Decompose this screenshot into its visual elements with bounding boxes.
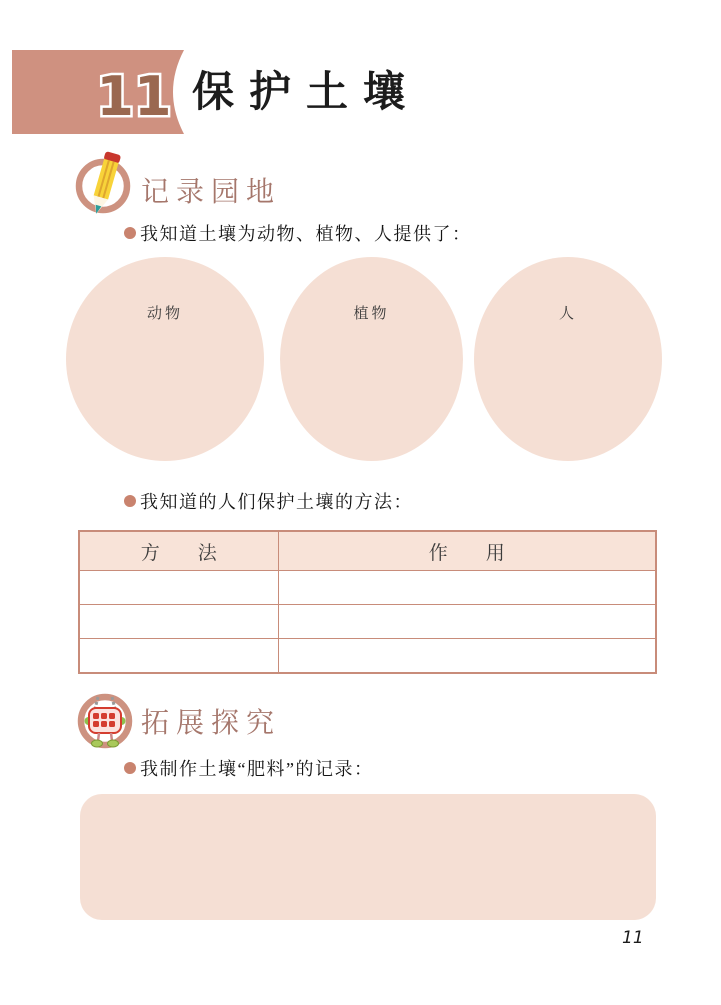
prompt-soil-provides (124, 220, 472, 246)
table-row (79, 571, 656, 605)
table-cell-effect[interactable] (278, 571, 656, 605)
prompt-fertilizer-record (124, 755, 373, 781)
table-cell-effect[interactable] (278, 639, 656, 674)
page-number: 11 (622, 928, 644, 948)
circle-label: 人 (558, 306, 577, 322)
table-header-row (79, 531, 656, 571)
bullet-dot-icon (124, 495, 136, 507)
table-row (79, 639, 656, 674)
prompt-text: 我知道土壤为动物、植物、人提供了： (140, 224, 472, 244)
fertilizer-record-box[interactable] (80, 794, 656, 920)
section-title-record: 记录园地 (141, 175, 282, 208)
section-title-explore: 拓展探究 (141, 706, 282, 739)
robot-icon (71, 686, 139, 754)
table-cell-method[interactable] (79, 571, 278, 605)
table-header-method: 方 法 (79, 531, 278, 571)
table-cell-method[interactable] (79, 639, 278, 674)
prompt-protect-methods (124, 488, 413, 514)
fill-circle-people[interactable] (474, 257, 662, 461)
lesson-banner (12, 50, 184, 134)
methods-table (78, 530, 657, 674)
prompt-text: 我制作土壤“肥料”的记录： (140, 759, 374, 779)
pencil-icon (71, 149, 139, 217)
circle-label: 植物 (353, 306, 390, 322)
circle-label: 动物 (146, 306, 183, 322)
table-cell-effect[interactable] (278, 605, 656, 639)
page-title: 保护土壤 (192, 67, 421, 116)
lesson-number: 11 (96, 65, 172, 128)
bullet-dot-icon (124, 762, 136, 774)
prompt-text: 我知道的人们保护土壤的方法： (140, 492, 413, 512)
fill-circle-plants[interactable] (280, 257, 463, 461)
table-header-effect: 作 用 (278, 531, 656, 571)
bullet-dot-icon (124, 227, 136, 239)
table-cell-method[interactable] (79, 605, 278, 639)
table-row (79, 605, 656, 639)
fill-circle-animals[interactable] (66, 257, 264, 461)
